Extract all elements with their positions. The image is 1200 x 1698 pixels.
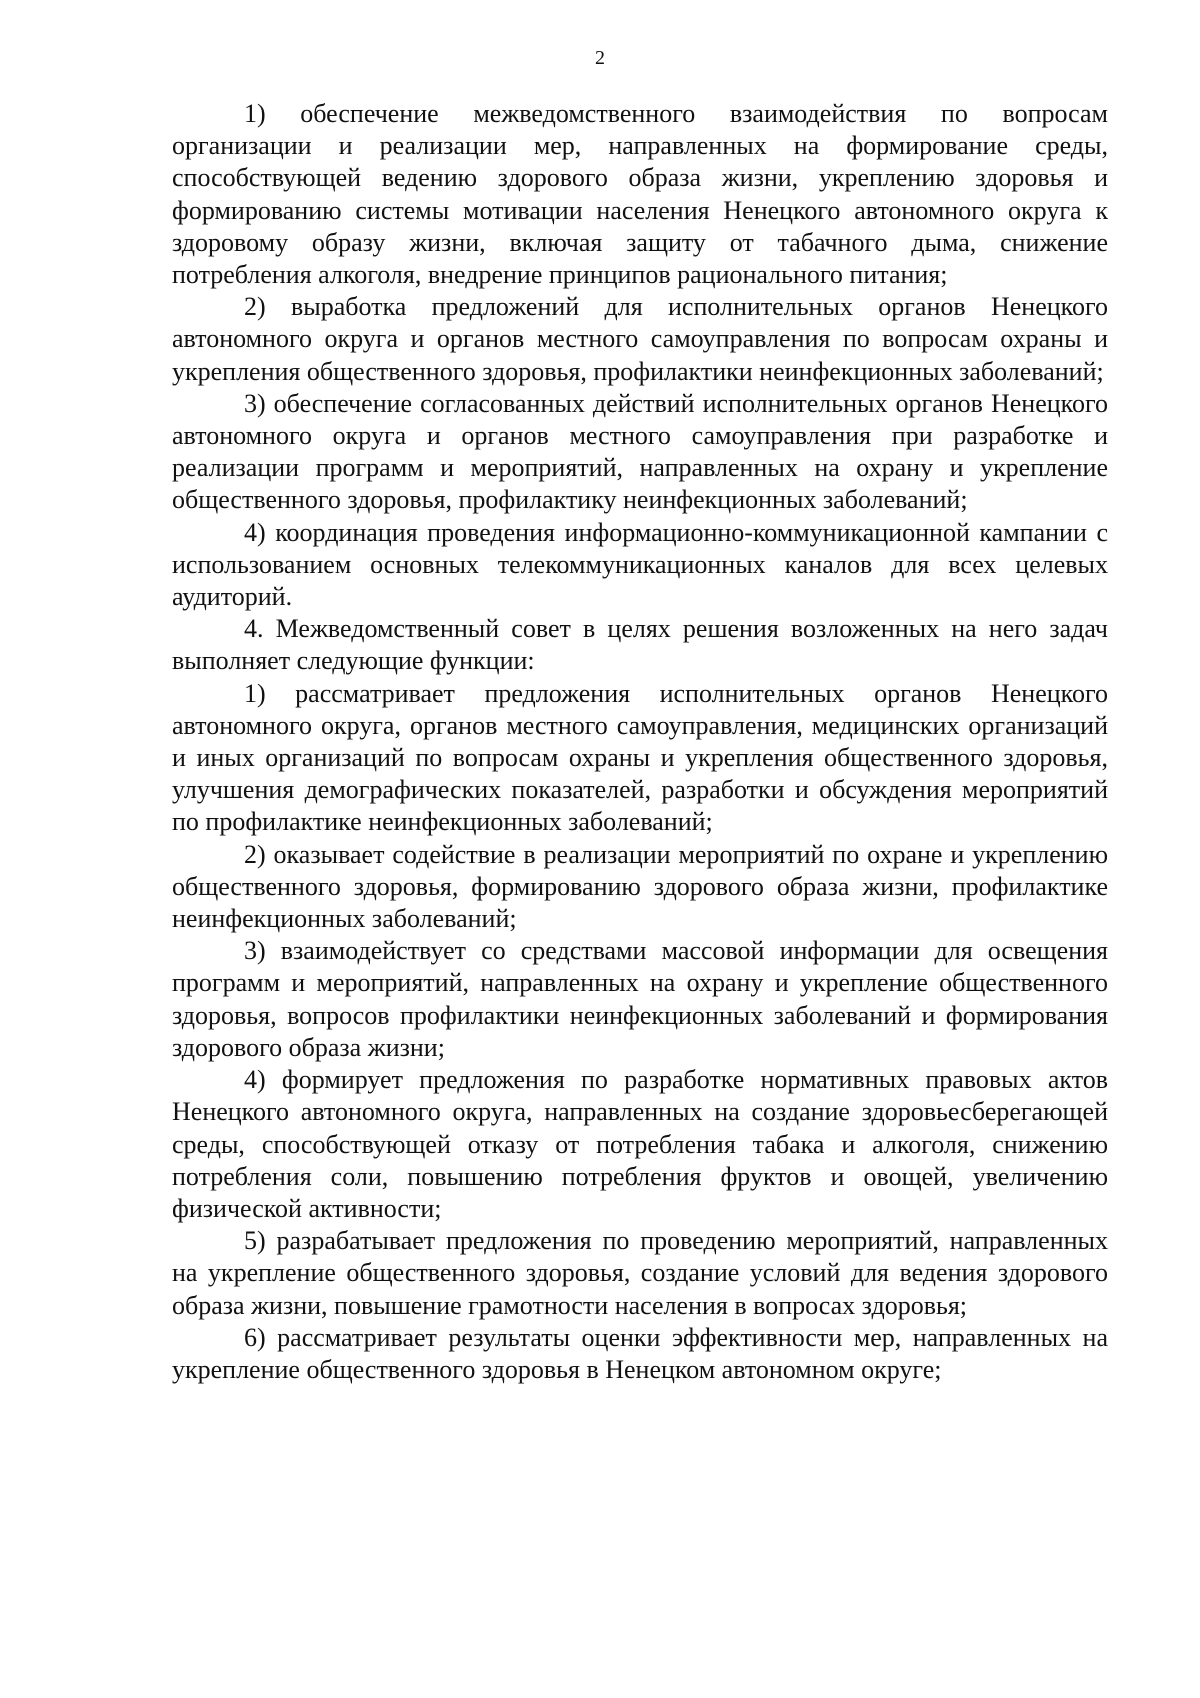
paragraph-function-1: 1) рассматривает предложения исполнительных органов Ненецкого автономного округа, органов местного самоуправления, медицинских организаций и иных организаций по вопросам охраны и укрепления общественного здоровья, улучшения демографических показателей, разработки и обсуждения мероприятий по профилактике неинфекционных заболеваний; — [172, 678, 1108, 837]
paragraph-task-1: 1) обеспечение межведомственного взаимодействия по вопросам организации и реализации мер, направленных на формирование среды, способствующей ведению здорового образа жизни, укреплению здоровья и формированию системы мотивации населения Ненецкого автономного округа к здоровому образу жизни, включая защиту от табачного дыма, снижение потребления алкоголя, внедрение принципов рационального питания; — [172, 99, 1108, 290]
paragraph-function-4: 4) формирует предложения по разработке нормативных правовых актов Ненецкого автономного округа, направленных на создание здоровьесберегающей среды, способствующей отказу от потребления табака и алкоголя, снижению потребления соли, повышению потребления фруктов и овощей, увеличению физической активности; — [172, 1065, 1108, 1223]
paragraph-task-2: 2) выработка предложений для исполнительных органов Ненецкого автономного округа и органов местного самоуправления по вопросам охраны и укрепления общественного здоровья, профилактики неинфекционных заболеваний; — [172, 292, 1108, 386]
paragraph-function-3: 3) взаимодействует со средствами массовой информации для освещения программ и мероприятий, направленных на охрану и укрепление общественного здоровья, вопросов профилактики неинфекционных заболеваний и формирования здорового образа жизни; — [172, 936, 1108, 1062]
paragraph-task-4: 4) координация проведения информационно-коммуникационной кампании с использованием основных телекоммуникационных каналов для всех целевых аудиторий. — [172, 517, 1108, 612]
document-body — [172, 98, 1108, 1386]
paragraph-section-4: 4. Межведомственный совет в целях решения возложенных на него задач выполняет следующие функции: — [172, 614, 1108, 676]
page-number: 2 — [595, 47, 605, 69]
paragraph-task-3: 3) обеспечение согласованных действий исполнительных органов Ненецкого автономного округа и органов местного самоуправления при разработке и реализации программ и мероприятий, направленных на охрану и укрепление общественного здоровья, профилактику неинфекционных заболеваний; — [172, 388, 1108, 515]
paragraph-function-6: 6) рассматривает результаты оценки эффективности мер, направленных на укрепление общественного здоровья в Ненецком автономном округе; — [172, 1322, 1108, 1384]
paragraph-function-5: 5) разрабатывает предложения по проведению мероприятий, направленных на укрепление общественного здоровья, создание условий для ведения здорового образа жизни, повышение грамотности населения в вопросах здоровья; — [172, 1226, 1108, 1320]
paragraph-function-2: 2) оказывает содействие в реализации мероприятий по охране и укреплению общественного здоровья, формированию здорового образа жизни, профилактике неинфекционных заболеваний; — [172, 839, 1108, 934]
